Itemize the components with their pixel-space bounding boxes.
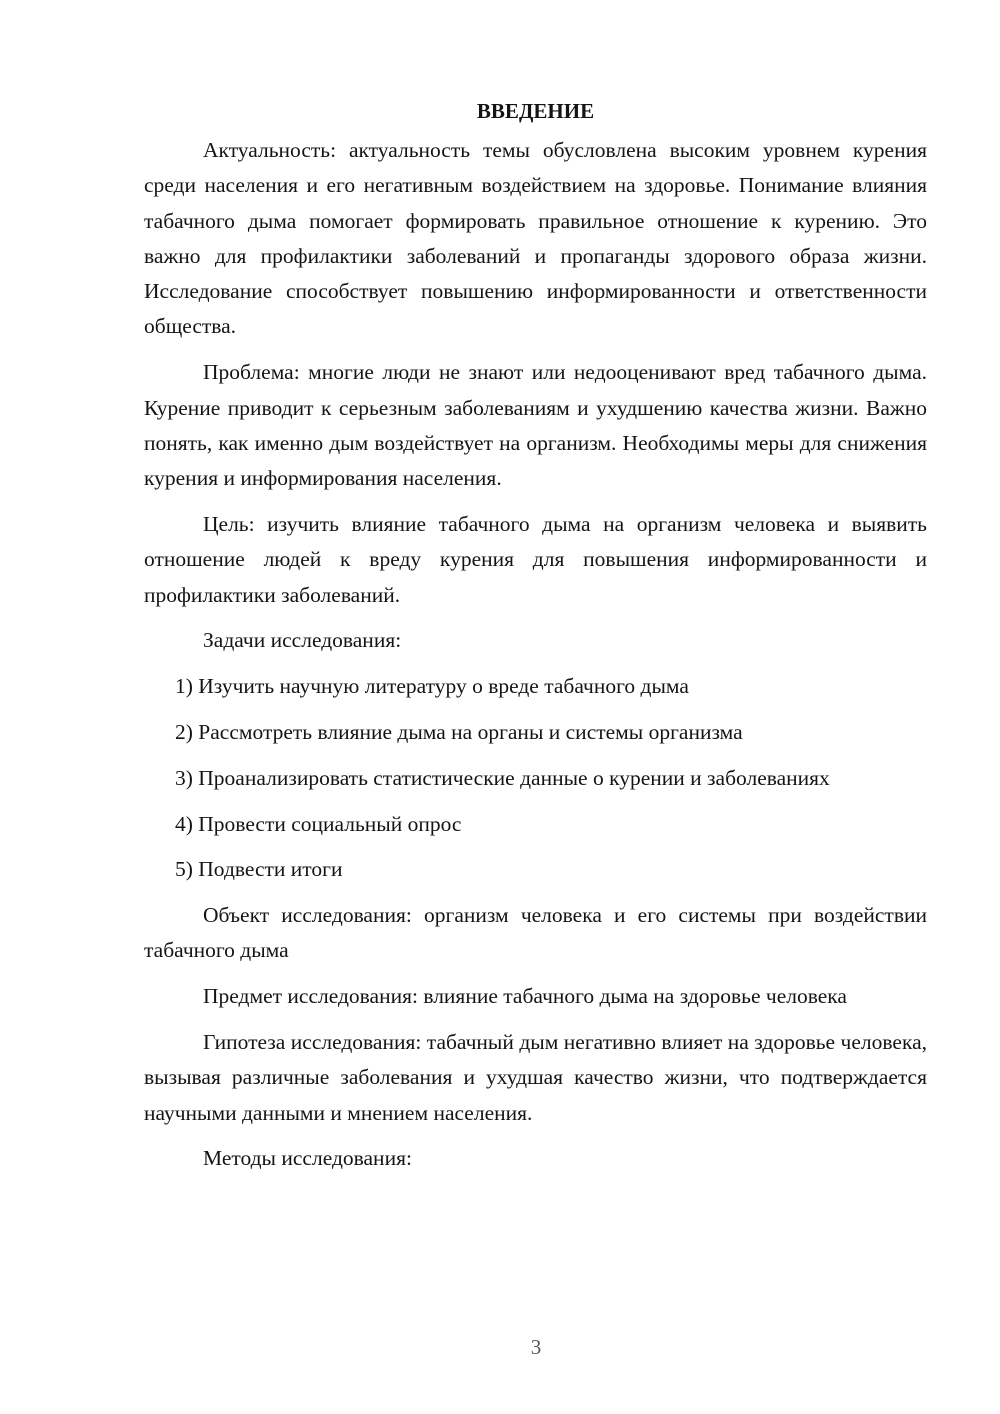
problem-paragraph: Проблема: многие люди не знают или недооценивают вред табачного дыма. Курение приводит к серьезным заболеваниям и ухудшению качества жизни. Важно понять, как именно дым воздействует на организм. Необходимы меры для снижения курения и информирования населения. [144,360,927,491]
page-number: 3 [530,1335,542,1359]
task-item-3: 3) Проанализировать статистические данные о курении и заболеваниях [175,765,830,790]
hypothesis-paragraph: Гипотеза исследования: табачный дым негативно влияет на здоровье человека, вызывая различные заболевания и ухудшая качество жизни, что подтверждается научными данными и мнением населения. [144,1030,927,1125]
goal-paragraph: Цель: изучить влияние табачного дыма на организм человека и выявить отношение людей к вреду курения для повышения информированности и профилактики заболеваний. [144,511,927,607]
object-paragraph: Объект исследования: организм человека и его системы при воздействии табачного дыма [144,903,927,963]
document-page [144,97,927,1177]
subject-paragraph: Предмет исследования: влияние табачного дыма на здоровье человека [203,984,847,1009]
task-item-4: 4) Провести социальный опрос [175,811,462,836]
methods-heading: Методы исследования: [203,1146,412,1171]
document-title: ВВЕДЕНИЕ [476,99,595,123]
task-item-2: 2) Рассмотреть влияние дыма на органы и системы организма [175,719,743,744]
task-item-1: 1) Изучить научную литературу о вреде табачного дыма [175,674,689,699]
task-item-5: 5) Подвести итоги [175,857,343,882]
tasks-heading: Задачи исследования: [203,628,402,653]
relevance-paragraph: Актуальность: актуальность темы обусловлена высоким уровнем курения среди населения и его негативным воздействием на здоровье. Понимание влияния табачного дыма помогает формировать правильное отношение к курению. Это важно для профилактики заболеваний и пропаганды здорового образа жизни. Исследование способствует повышению информированности и ответственности общества. [144,138,927,339]
